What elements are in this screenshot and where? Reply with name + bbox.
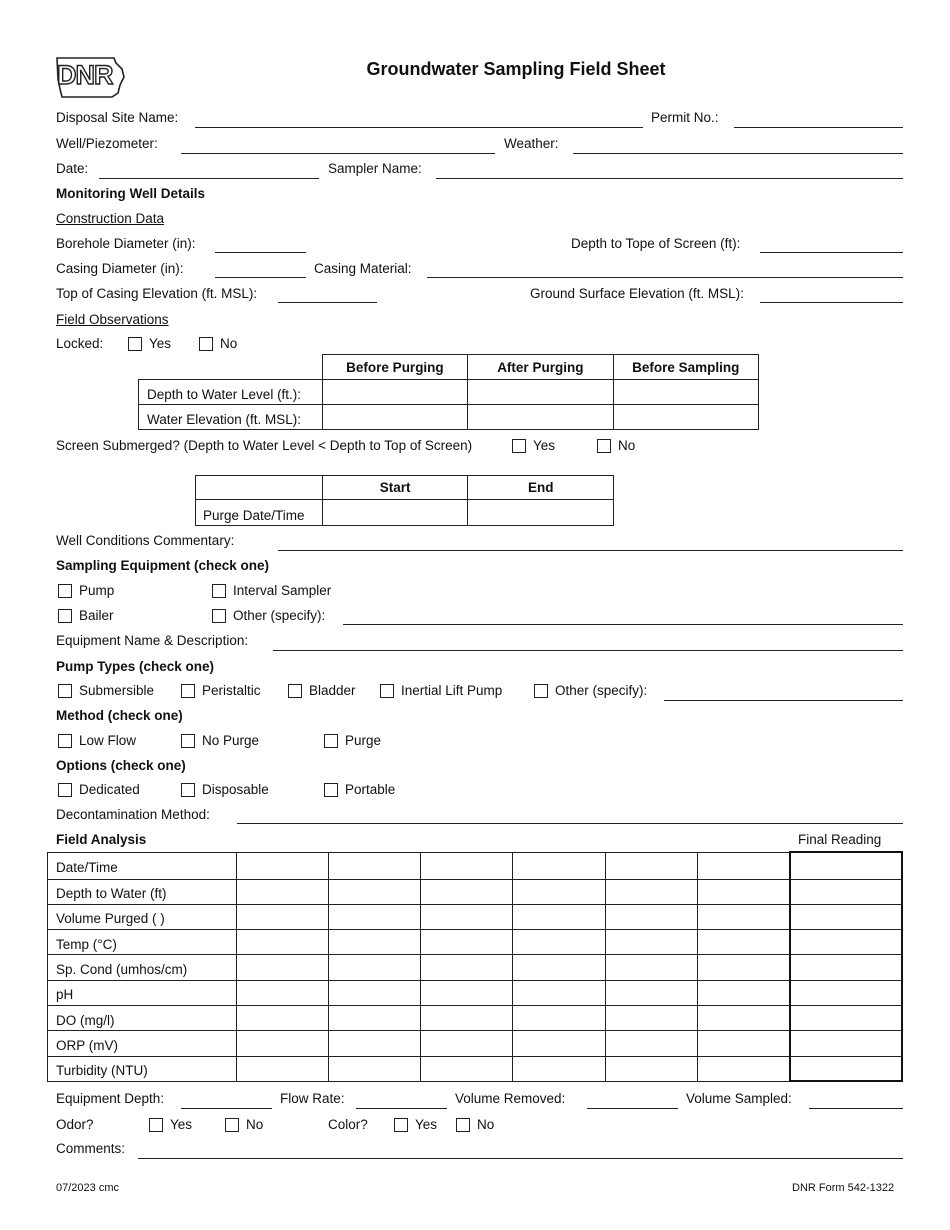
reading-cell[interactable] [421,852,513,879]
reading-cell[interactable] [236,1005,328,1030]
odor-no-checkbox[interactable] [225,1118,239,1132]
reading-cell[interactable] [329,930,421,955]
cell-input[interactable] [322,500,468,526]
reading-cell[interactable] [697,980,790,1005]
equipment-name-label: Equipment Name & Description: [56,633,249,648]
field-analysis-heading: Field Analysis [56,832,147,847]
reading-cell[interactable] [236,852,328,879]
well-conditions-label: Well Conditions Commentary: [56,533,235,548]
reading-cell[interactable] [513,904,605,929]
top-casing-elevation-field[interactable] [278,302,377,303]
interval-sampler-label: Interval Sampler [233,583,332,598]
reading-cell[interactable] [697,879,790,904]
disposal-site-name-field[interactable] [195,127,643,128]
volume-removed-label: Volume Removed: [455,1091,566,1106]
reading-cell[interactable] [605,1031,697,1056]
reading-cell[interactable] [421,980,513,1005]
pump-other-field[interactable] [664,700,903,701]
reading-cell[interactable] [697,955,790,980]
well-piezometer-field[interactable] [181,153,495,154]
screen-submerged-no-checkbox[interactable] [597,439,611,453]
purge-checkbox[interactable] [324,734,338,748]
row-purge-date-time: Purge Date/Time [196,500,323,526]
top-casing-elevation-label: Top of Casing Elevation (ft. MSL): [56,286,258,301]
locked-no-checkbox[interactable] [199,337,213,351]
interval-sampler-checkbox[interactable] [212,584,226,598]
pump-label: Pump [79,583,115,598]
final-reading-cell[interactable] [790,955,902,980]
submersible-checkbox[interactable] [58,684,72,698]
odor-no-label: No [246,1117,264,1132]
reading-cell[interactable] [513,980,605,1005]
final-reading-cell[interactable] [790,879,902,904]
low-flow-checkbox[interactable] [58,734,72,748]
color-no-label: No [477,1117,495,1132]
final-reading-cell[interactable] [790,930,902,955]
row-water-elevation: Water Elevation (ft. MSL): [139,405,323,430]
borehole-diameter-label: Borehole Diameter (in): [56,236,196,251]
reading-cell[interactable] [605,930,697,955]
comments-field[interactable] [138,1158,903,1159]
reading-cell[interactable] [329,1056,421,1081]
color-no-checkbox[interactable] [456,1118,470,1132]
permit-no-label: Permit No.: [651,110,719,125]
no-purge-label: No Purge [202,733,260,748]
reading-cell[interactable] [236,980,328,1005]
page-title: Groundwater Sampling Field Sheet [366,59,666,79]
col-before-purging: Before Purging [322,355,467,380]
screen-submerged-yes-label: Yes [533,438,556,453]
reading-cell[interactable] [697,904,790,929]
weather-label: Weather: [504,136,559,151]
table-row [48,1031,903,1056]
reading-cell[interactable] [605,980,697,1005]
dedicated-label: Dedicated [79,782,140,797]
odor-label: Odor? [56,1117,94,1132]
sampling-equipment-heading: Sampling Equipment (check one) [56,558,270,573]
final-reading-cell[interactable] [790,1005,902,1030]
reading-cell[interactable] [605,879,697,904]
reading-cell[interactable] [329,904,421,929]
no-purge-checkbox[interactable] [181,734,195,748]
row-label: Date/Time [48,852,237,879]
reading-cell[interactable] [421,879,513,904]
logo-text: DNR [57,60,113,90]
submersible-label: Submersible [79,683,155,698]
ground-surface-elevation-label: Ground Surface Elevation (ft. MSL): [530,286,744,301]
construction-data-heading: Construction Data [56,211,165,226]
row-label: pH [48,980,237,1005]
equipment-other-field[interactable] [343,624,903,625]
reading-cell[interactable] [697,852,790,879]
cell-input[interactable] [468,380,613,405]
portable-checkbox[interactable] [324,783,338,797]
depth-top-screen-field[interactable] [760,252,903,253]
cell-input[interactable] [322,405,467,430]
decontamination-label: Decontamination Method: [56,807,210,822]
sampler-name-label: Sampler Name: [328,161,422,176]
col-start: Start [322,476,468,500]
bailer-checkbox[interactable] [58,609,72,623]
peristaltic-checkbox[interactable] [181,684,195,698]
disposable-checkbox[interactable] [181,783,195,797]
final-reading-cell[interactable] [790,1056,902,1081]
permit-no-field[interactable] [734,127,903,128]
table-row [48,1005,903,1030]
reading-cell[interactable] [236,879,328,904]
decontamination-field[interactable] [237,823,903,824]
portable-label: Portable [345,782,396,797]
reading-cell[interactable] [605,955,697,980]
reading-cell[interactable] [421,930,513,955]
reading-cell[interactable] [236,955,328,980]
volume-sampled-field[interactable] [809,1108,903,1109]
table-row [48,1056,903,1081]
disposable-label: Disposable [202,782,269,797]
purge-table [195,475,614,526]
field-observations-heading: Field Observations [56,312,169,327]
pump-other-label: Other (specify): [555,683,648,698]
reading-cell[interactable] [513,879,605,904]
reading-cell[interactable] [697,930,790,955]
reading-cell[interactable] [605,1005,697,1030]
color-yes-label: Yes [415,1117,438,1132]
row-label: Sp. Cond (umhos/cm) [48,955,237,980]
cell-input[interactable] [322,380,467,405]
table-corner [139,355,323,380]
reading-cell[interactable] [329,879,421,904]
reading-cell[interactable] [513,1005,605,1030]
field-analysis-table [47,851,903,1082]
equipment-depth-label: Equipment Depth: [56,1091,165,1106]
table-row [48,904,903,929]
row-depth-to-water-level: Depth to Water Level (ft.): [139,380,323,405]
reading-cell[interactable] [329,955,421,980]
flow-rate-label: Flow Rate: [280,1091,345,1106]
reading-cell[interactable] [605,1056,697,1081]
well-conditions-field[interactable] [278,550,903,551]
well-piezometer-label: Well/Piezometer: [56,136,158,151]
reading-cell[interactable] [513,955,605,980]
cell-input[interactable] [613,380,758,405]
col-end: End [468,476,614,500]
pump-checkbox[interactable] [58,584,72,598]
bladder-label: Bladder [309,683,356,698]
peristaltic-label: Peristaltic [202,683,261,698]
final-reading-cell[interactable] [790,980,902,1005]
purge-label: Purge [345,733,382,748]
final-reading-cell[interactable] [790,904,902,929]
reading-cell[interactable] [236,1031,328,1056]
casing-diameter-label: Casing Diameter (in): [56,261,184,276]
odor-yes-checkbox[interactable] [149,1118,163,1132]
equipment-name-field[interactable] [273,650,903,651]
table-row [48,930,903,955]
equipment-other-label: Other (specify): [233,608,326,623]
reading-cell[interactable] [421,1005,513,1030]
flow-rate-field[interactable] [356,1108,447,1109]
cell-input[interactable] [613,405,758,430]
table-corner [196,476,323,500]
sampler-name-field[interactable] [436,178,903,179]
form-number: DNR Form 542-1322 [792,1182,895,1194]
reading-cell[interactable] [421,1056,513,1081]
cell-input[interactable] [468,500,614,526]
row-label: Depth to Water (ft) [48,879,237,904]
depth-top-screen-label: Depth to Tope of Screen (ft): [571,236,741,251]
revision-text: 07/2023 cmc [56,1182,119,1194]
screen-submerged-yes-checkbox[interactable] [512,439,526,453]
bladder-checkbox[interactable] [288,684,302,698]
inertial-lift-pump-label: Inertial Lift Pump [401,683,503,698]
reading-cell[interactable] [513,852,605,879]
table-row [48,980,903,1005]
col-after-purging: After Purging [468,355,613,380]
screen-submerged-no-label: No [618,438,636,453]
casing-diameter-field[interactable] [215,277,306,278]
date-label: Date: [56,161,89,176]
table-row [48,955,903,980]
reading-cell[interactable] [697,1056,790,1081]
weather-field[interactable] [573,153,903,154]
row-label: Turbidity (NTU) [48,1056,237,1081]
reading-cell[interactable] [605,904,697,929]
low-flow-label: Low Flow [79,733,137,748]
comments-label: Comments: [56,1141,126,1156]
pump-other-checkbox[interactable] [534,684,548,698]
reading-cell[interactable] [605,852,697,879]
equipment-depth-field[interactable] [181,1108,272,1109]
locked-no-label: No [220,336,238,351]
final-reading-cell[interactable] [790,852,902,879]
reading-cell[interactable] [329,852,421,879]
locked-label: Locked: [56,336,104,351]
row-label: Volume Purged ( ) [48,904,237,929]
casing-material-label: Casing Material: [314,261,412,276]
monitoring-well-heading: Monitoring Well Details [56,186,206,201]
col-before-sampling: Before Sampling [613,355,758,380]
reading-cell[interactable] [236,1056,328,1081]
volume-removed-field[interactable] [587,1108,678,1109]
reading-cell[interactable] [236,904,328,929]
equipment-other-checkbox[interactable] [212,609,226,623]
water-level-table [138,354,759,430]
inertial-lift-pump-checkbox[interactable] [380,684,394,698]
locked-yes-checkbox[interactable] [128,337,142,351]
reading-cell[interactable] [513,930,605,955]
row-label: Temp (°C) [48,930,237,955]
reading-cell[interactable] [421,1031,513,1056]
borehole-diameter-field[interactable] [215,252,306,253]
table-row [48,852,903,879]
screen-submerged-label: Screen Submerged? (Depth to Water Level < Depth to Top of Screen) [56,438,473,453]
final-reading-cell[interactable] [790,1031,902,1056]
volume-sampled-label: Volume Sampled: [686,1091,792,1106]
reading-cell[interactable] [329,1031,421,1056]
final-reading-label: Final Reading [798,832,882,847]
color-yes-checkbox[interactable] [394,1118,408,1132]
reading-cell[interactable] [513,1031,605,1056]
reading-cell[interactable] [329,1005,421,1030]
casing-material-field[interactable] [427,277,903,278]
method-heading: Method (check one) [56,708,183,723]
reading-cell[interactable] [329,980,421,1005]
disposal-site-name-label: Disposal Site Name: [56,110,179,125]
row-label: DO (mg/l) [48,1005,237,1030]
dedicated-checkbox[interactable] [58,783,72,797]
reading-cell[interactable] [421,955,513,980]
locked-yes-label: Yes [149,336,172,351]
reading-cell[interactable] [697,1031,790,1056]
reading-cell[interactable] [513,1056,605,1081]
ground-surface-elevation-field[interactable] [760,302,903,303]
reading-cell[interactable] [697,1005,790,1030]
pump-types-heading: Pump Types (check one) [56,659,215,674]
reading-cell[interactable] [421,904,513,929]
options-heading: Options (check one) [56,758,186,773]
cell-input[interactable] [468,405,613,430]
reading-cell[interactable] [236,930,328,955]
date-field[interactable] [99,178,319,179]
color-label: Color? [328,1117,368,1132]
row-label: ORP (mV) [48,1031,237,1056]
odor-yes-label: Yes [170,1117,193,1132]
table-row [48,879,903,904]
bailer-label: Bailer [79,608,114,623]
